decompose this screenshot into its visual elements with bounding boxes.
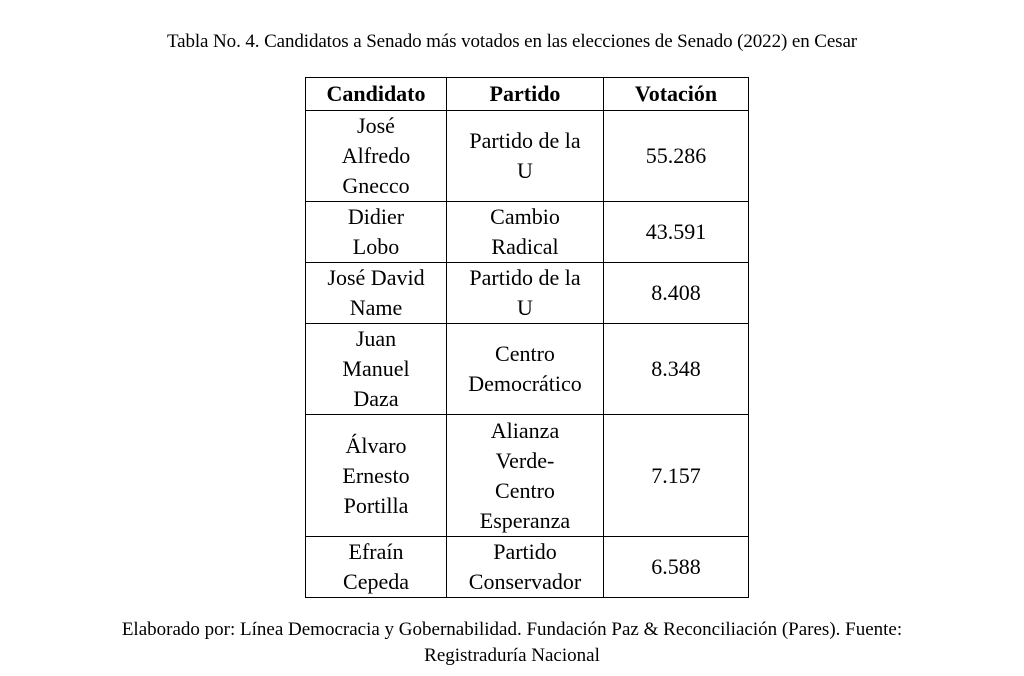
table-row <box>306 202 749 263</box>
cell-votacion <box>604 324 749 415</box>
partido-text: Partido Conservador <box>468 539 582 594</box>
cell-candidato <box>306 263 447 324</box>
candidato-text: José Alfredo Gnecco <box>341 113 411 198</box>
votacion-text: 8.408 <box>651 280 701 305</box>
candidato-text: Juan Manuel Daza <box>342 326 410 411</box>
table-caption: Tabla No. 4. Candidatos a Senado más votados en las elecciones de Senado (2022) en Cesar <box>166 31 858 52</box>
cell-partido <box>447 263 604 324</box>
votacion-text: 8.348 <box>651 356 701 381</box>
cell-votacion <box>604 111 749 202</box>
cell-partido <box>447 415 604 537</box>
senate-candidates-table <box>305 77 749 598</box>
votacion-text: 43.591 <box>645 219 707 244</box>
candidato-text: Didier Lobo <box>347 204 405 259</box>
cell-partido <box>447 324 604 415</box>
partido-text: Alianza Verde- Centro Esperanza <box>479 417 571 533</box>
source-line-2: Registraduría Nacional <box>424 645 600 666</box>
cell-candidato <box>306 537 447 598</box>
cell-partido <box>447 202 604 263</box>
cell-candidato <box>306 111 447 202</box>
partido-text: Partido de la U <box>469 128 581 183</box>
table-row <box>306 263 749 324</box>
table-row <box>306 111 749 202</box>
header-candidato: Candidato <box>306 78 447 111</box>
partido-text: Centro Democrático <box>468 341 582 396</box>
candidato-text: Efraín Cepeda <box>343 539 409 594</box>
header-votacion: Votación <box>604 78 749 111</box>
cell-votacion <box>604 537 749 598</box>
votacion-text: 7.157 <box>651 462 701 488</box>
votacion-text: 6.588 <box>651 554 701 579</box>
table-row <box>306 415 749 537</box>
partido-text: Cambio Radical <box>490 204 560 259</box>
cell-votacion <box>604 202 749 263</box>
cell-partido <box>447 537 604 598</box>
cell-candidato <box>306 415 447 537</box>
candidato-text: Álvaro Ernesto Portilla <box>342 432 410 518</box>
header-partido: Partido <box>447 78 604 111</box>
votacion-text: 55.286 <box>645 143 707 168</box>
cell-partido <box>447 111 604 202</box>
cell-votacion <box>604 263 749 324</box>
candidato-text: José David Name <box>327 265 425 320</box>
table-header-row <box>306 78 749 111</box>
cell-candidato <box>306 324 447 415</box>
source-note <box>0 617 1024 669</box>
table-row <box>306 537 749 598</box>
cell-votacion <box>604 415 749 537</box>
table-row <box>306 324 749 415</box>
partido-text: Partido de la U <box>469 265 581 320</box>
cell-candidato <box>306 202 447 263</box>
source-line-1: Elaborado por: Línea Democracia y Gobernabilidad. Fundación Paz & Reconciliación (Pares). Fuente: <box>121 619 903 640</box>
